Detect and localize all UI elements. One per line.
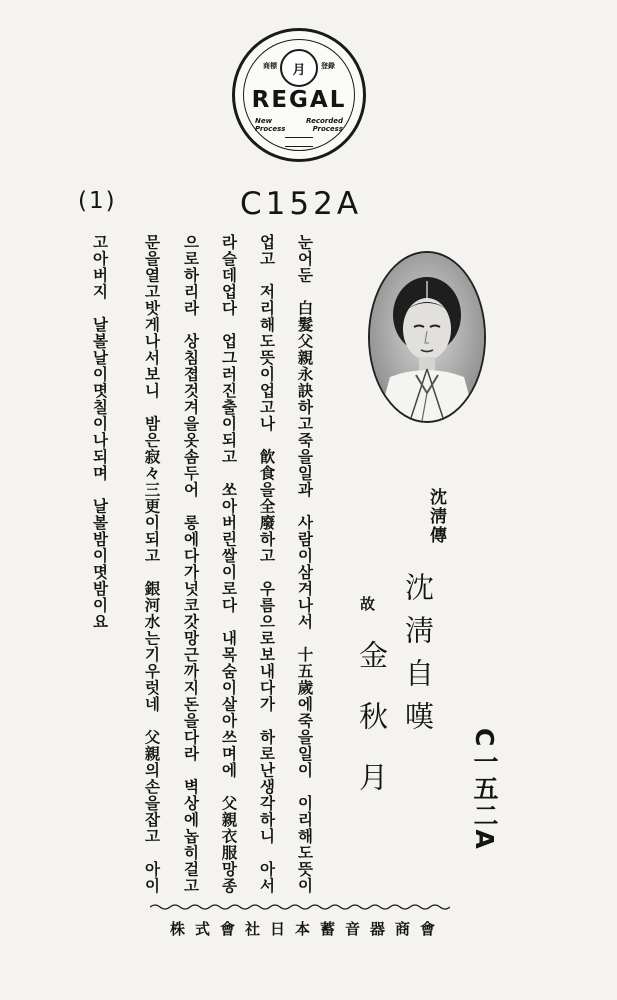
publisher-footer: 株式會社日本蓄音器商會 xyxy=(170,920,446,938)
logo-right-subtext: Recorded Process xyxy=(306,117,343,133)
side-index: (1) xyxy=(78,188,117,214)
logo-bottom-band xyxy=(285,137,313,147)
footer-divider xyxy=(150,903,450,911)
performer-name: 金秋月 xyxy=(355,640,389,823)
title-short: 沈淸傳 xyxy=(426,488,446,545)
lyric-column-4: 으로하리라 상침졉것겨을옷솜두어 롱에다가넛코갓망근까지돈을다라 벽상에놉히걸고 xyxy=(181,234,201,894)
performer-prefix: 故 xyxy=(358,596,376,611)
logo-left-subtext: New Process xyxy=(255,117,286,133)
song-title: 沈淸自嘆 xyxy=(401,572,435,744)
portrait-image xyxy=(370,253,484,421)
catalog-number-vertical: C一五二A xyxy=(470,728,499,851)
performer-portrait xyxy=(368,251,486,423)
lyric-column-2: 업고 저리해도뜻이업고나 飮食을全廢하고 우름으로보내다가 하로난생각하니 아서 xyxy=(257,234,277,894)
lyric-column-6: 고아버지 날볼날이몃칠이나되며 날볼밤이몃밤이요 xyxy=(90,234,110,630)
logo-right-mark: 登錄 xyxy=(321,62,335,70)
lyric-column-1: 눈어둔 白髮父親永訣하고죽을일과 사람이삼겨나서 十五歲에죽을일이 이리해도뜻이 xyxy=(295,234,315,894)
catalog-number: C152A xyxy=(240,186,363,222)
lyric-column-5: 문을열고밧게나서보니 밤은寂々三更이되고 銀河水는기우럿네 父親의손을잡고 아이 xyxy=(142,234,162,894)
logo-brand: REGAL xyxy=(251,87,347,113)
lyric-column-3: 라슬데업다 업그러진출이되고 쏘아버린쌀이로다 내목숨이살아쓰며에 父親衣服망종 xyxy=(219,234,239,894)
logo-left-mark: 商標 xyxy=(263,62,277,70)
logo-badge: 月 xyxy=(280,49,318,87)
regal-logo xyxy=(232,28,366,162)
